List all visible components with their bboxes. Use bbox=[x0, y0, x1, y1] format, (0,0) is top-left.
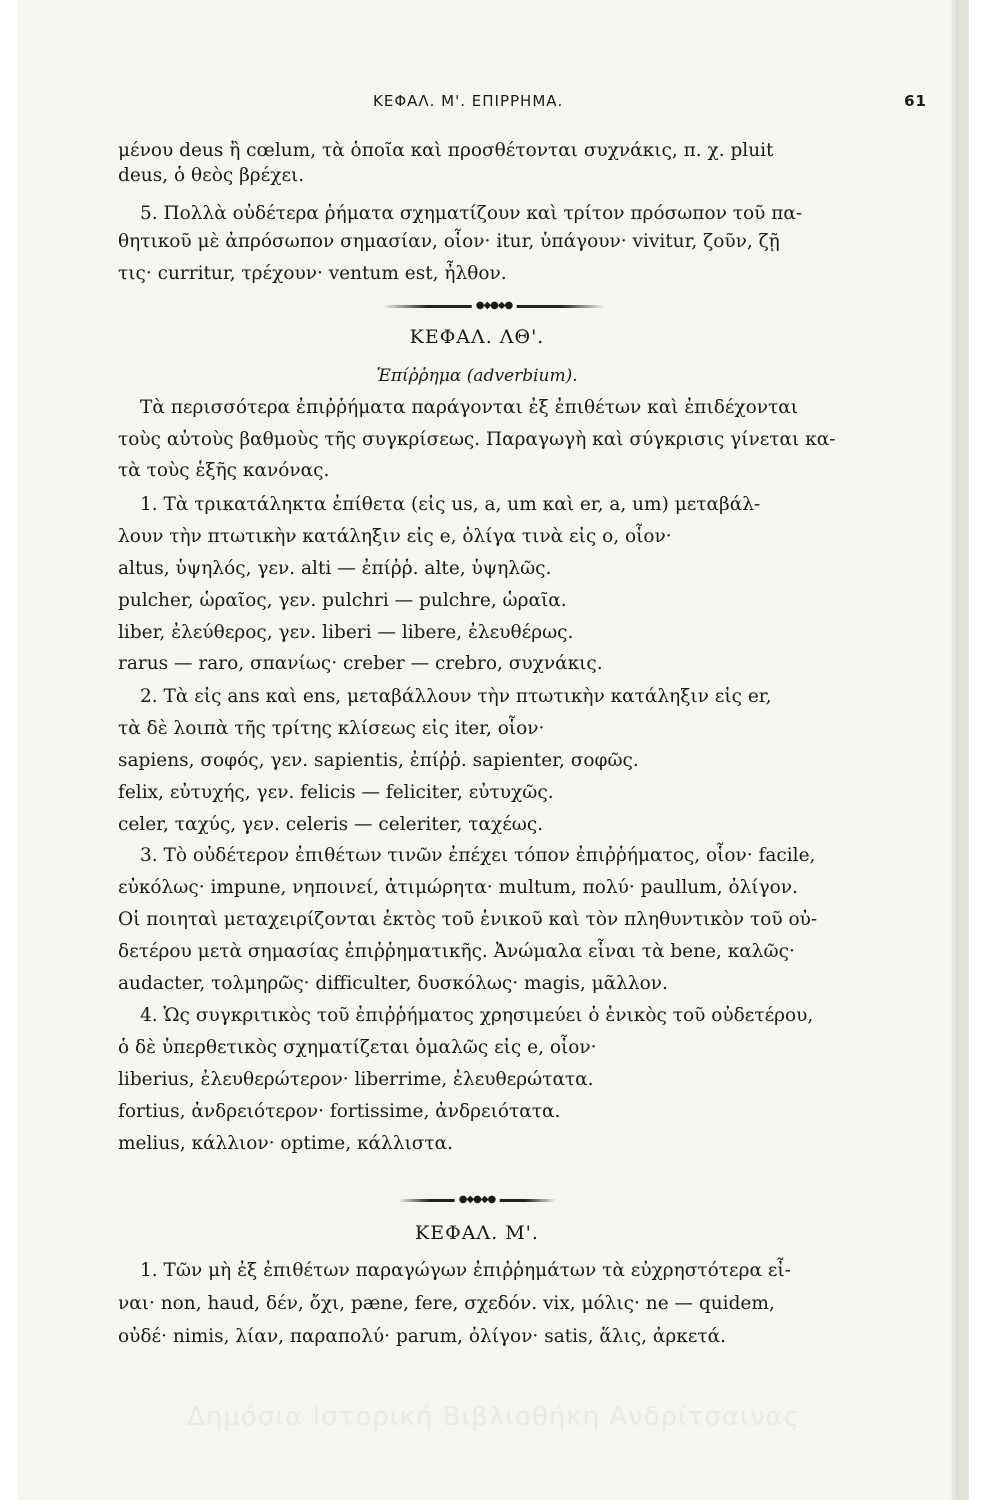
chapter-subtitle: Ἐπίῤῥημα (adverbium). bbox=[376, 366, 578, 386]
text-line: λουν τὴν πτωτικὴν κατάληξιν εἰς e, ὀλίγα τινὰ εἰς o, οἷον· bbox=[118, 526, 672, 547]
text-line: 2. Τὰ εἰς ans καὶ ens, μεταβάλλουν τὴν πτωτικὴν κατάληξιν εἰς er, bbox=[140, 686, 772, 707]
text-line: sapiens, σοφός, γεν. sapientis, ἐπίῤῥ. sapienter, σοφῶς. bbox=[118, 750, 639, 771]
page-header bbox=[18, 92, 969, 122]
text-line: audacter, τολμηρῶς· difficulter, δυσκόλως· magis, μᾶλλον. bbox=[118, 973, 668, 994]
text-line: μένου deus ἢ cœlum, τὰ ὁποῖα καὶ προσθέτονται συχνάκις, π. χ. pluit bbox=[118, 140, 774, 161]
text-line: pulcher, ὡραῖος, γεν. pulchri — pulchre, ὡραῖα. bbox=[118, 590, 567, 611]
rule-ornament: ●◆●◆● bbox=[455, 1194, 500, 1206]
text-line: celer, ταχύς, γεν. celeris — celeriter, ταχέως. bbox=[118, 814, 544, 835]
chapter-title: ΚΕΦΑΛ. Μ'. bbox=[415, 1222, 539, 1244]
text-line: Τὰ περισσότερα ἐπιῤῥήματα παράγονται ἐξ ἐπιθέτων καὶ ἐπιδέχονται bbox=[140, 397, 799, 418]
rule-ornament: ●◆●◆● bbox=[472, 300, 517, 312]
ornamental-rule bbox=[398, 1194, 556, 1205]
text-line: altus, ὑψηλός, γεν. alti — ἐπίῤῥ. alte, ὑψηλῶς. bbox=[118, 558, 552, 579]
text-line: τοὺς αὐτοὺς βαθμοὺς τῆς συγκρίσεως. Παραγωγὴ καὶ σύγκρισις γίνεται κα- bbox=[118, 429, 836, 450]
text-line: Οἱ ποιηταὶ μεταχειρίζονται ἐκτὸς τοῦ ἑνικοῦ καὶ τὸν πληθυντικὸν τοῦ οὐ- bbox=[118, 909, 818, 930]
book-page bbox=[18, 0, 969, 1500]
text-line: rarus — raro, σπανίως· creber — crebro, συχνάκις. bbox=[118, 653, 603, 674]
library-watermark: Δημόσια Ιστορική Βιβλιοθήκη Ανδρίτσαινας bbox=[187, 1402, 800, 1432]
page-edge bbox=[951, 0, 959, 1500]
page-number: 61 bbox=[904, 92, 927, 110]
running-head: ΚΕΦΑΛ. Μ'. ΕΠΙΡΡΗΜΑ. bbox=[373, 92, 564, 110]
text-line: fortius, ἀνδρειότερον· fortissime, ἀνδρειότατα. bbox=[118, 1101, 561, 1122]
text-line: 4. Ὡς συγκριτικὸς τοῦ ἐπιῤῥήματος χρησιμεύει ὁ ἑνικὸς τοῦ οὐδετέρου, bbox=[140, 1005, 814, 1026]
text-line: ὁ δὲ ὑπερθετικὸς σχηματίζεται ὁμαλῶς εἰς e, οἷον· bbox=[118, 1037, 597, 1058]
text-line: τις· curritur, τρέχουν· ventum est, ἦλθον. bbox=[118, 263, 507, 284]
text-line: 1. Τὰ τρικατάληκτα ἐπίθετα (εἰς us, a, um καὶ er, a, um) μεταβάλ- bbox=[140, 494, 761, 515]
text-line: εὐκόλως· impune, νηποινεί, ἀτιμώρητα· multum, πολύ· paullum, ὀλίγον. bbox=[118, 877, 798, 898]
chapter-title: ΚΕΦΑΛ. ΛΘ'. bbox=[409, 326, 545, 348]
text-line: 5. Πολλὰ οὐδέτερα ῥήματα σχηματίζουν καὶ τρίτον πρόσωπον τοῦ πα- bbox=[140, 203, 803, 224]
text-line: τὰ δὲ λοιπὰ τῆς τρίτης κλίσεως εἰς iter, οἷον· bbox=[118, 718, 545, 739]
text-line: θητικοῦ μὲ ἀπρόσωπον σημασίαν, οἷον· itur, ὑπάγουν· vivitur, ζοῦν, ζῇ bbox=[118, 231, 780, 252]
text-line: melius, κάλλιον· optime, κάλλιστα. bbox=[118, 1133, 453, 1154]
text-line: ναι· non, haud, δέν, ὄχι, pæne, fere, σχεδόν. vix, μόλις· ne — quidem, bbox=[118, 1293, 775, 1314]
ornamental-rule bbox=[383, 300, 605, 311]
text-line: δετέρου μετὰ σημασίας ἐπιῤῥηματικῆς. Ἀνώμαλα εἶναι τὰ bene, καλῶς· bbox=[118, 941, 795, 962]
text-line: felix, εὐτυχής, γεν. felicis — feliciter, εὐτυχῶς. bbox=[118, 782, 554, 803]
text-line: 3. Τὸ οὐδέτερον ἐπιθέτων τινῶν ἐπέχει τόπον ἐπιῤῥήματος, οἷον· facile, bbox=[140, 845, 816, 866]
text-line: liber, ἐλεύθερος, γεν. liberi — libere, ἐλευθέρως. bbox=[118, 622, 574, 643]
text-line: 1. Τῶν μὴ ἐξ ἐπιθέτων παραγώγων ἐπιῤῥημάτων τὰ εὐχρηστότερα εἶ- bbox=[140, 1260, 791, 1281]
text-line: liberius, ἐλευθερώτερον· liberrime, ἐλευθερώτατα. bbox=[118, 1069, 594, 1090]
text-line: τὰ τοὺς ἑξῆς κανόνας. bbox=[118, 460, 330, 481]
text-line: οὐδέ· nimis, λίαν, παραπολύ· parum, ὀλίγον· satis, ἅλις, ἀρκετά. bbox=[118, 1326, 727, 1347]
text-line: deus, ὁ θεὸς βρέχει. bbox=[118, 165, 305, 186]
